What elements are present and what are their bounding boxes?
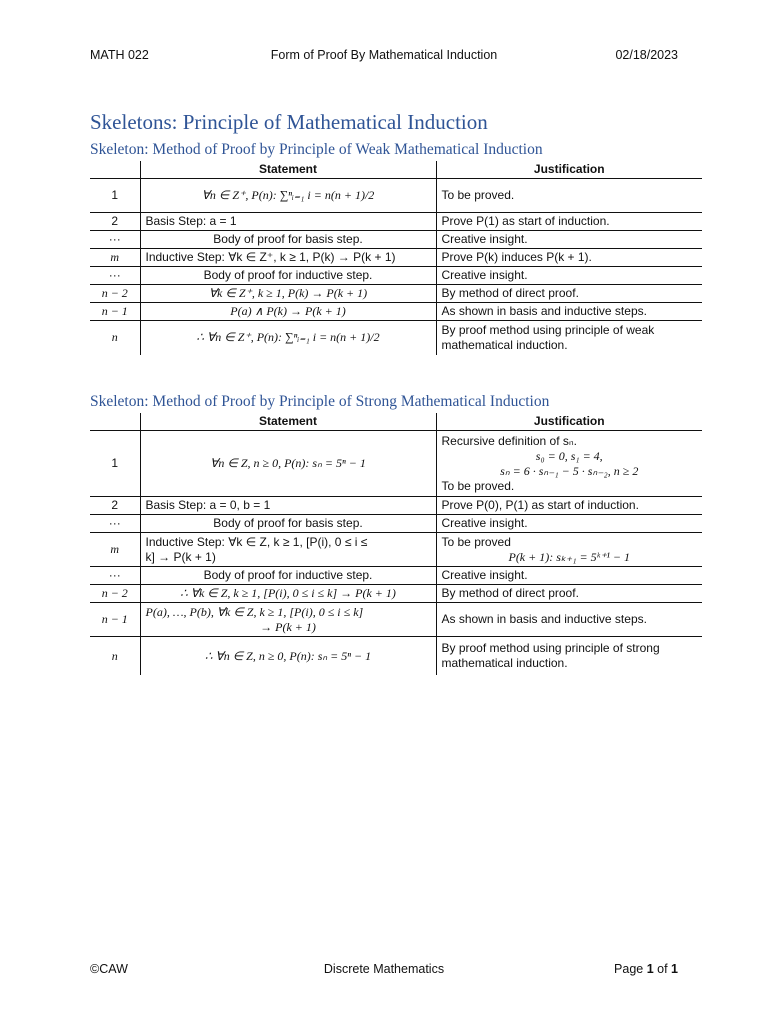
table-row — [90, 567, 702, 585]
step-number: 1 — [90, 179, 140, 213]
statement-cell: Inductive Step: ∀k ∈ Z⁺, k ≥ 1, P(k) → P(k + 1) — [140, 249, 436, 267]
page-total: 1 — [671, 962, 678, 976]
step-number: ··· — [90, 567, 140, 585]
step-number: n — [111, 648, 118, 663]
step-column-header — [90, 413, 140, 431]
justification-line: P(k + 1): sₖ₊₁ = 5ᵏ⁺¹ − 1 — [508, 549, 631, 564]
statement-cell: ∀k ∈ Z⁺, k ≥ 1, P(k) → P(k + 1) — [140, 285, 436, 303]
statement-column-header: Statement — [140, 413, 436, 431]
statement-cell: ∀n ∈ Z, n ≥ 0, P(n): sₙ = 5ⁿ − 1 — [140, 431, 436, 497]
statement-cell: Body of proof for inductive step. — [140, 267, 436, 285]
justification-cell: By proof method using principle of strong mathematical induction. — [436, 637, 702, 676]
step-column-header — [90, 161, 140, 179]
step-number: n — [111, 330, 118, 345]
justification-cell: Prove P(k) induces P(k + 1). — [436, 249, 702, 267]
justification-cell: As shown in basis and inductive steps. — [436, 303, 702, 321]
statement-line: P(a), …, P(b), ∀k ∈ Z, k ≥ 1, [P(i), 0 ≤ i ≤ k] — [145, 604, 364, 619]
table-row — [90, 431, 702, 497]
justification-cell: To be proved. — [436, 179, 702, 213]
page-number — [614, 962, 678, 976]
statement-cell: ∴ ∀n ∈ Z, n ≥ 0, P(n): sₙ = 5ⁿ − 1 — [140, 637, 436, 676]
statement-cell: ∀n ∈ Z⁺, P(n): ∑ⁿᵢ₌₁ i = n(n + 1)/2 — [140, 179, 436, 213]
statement-cell: ∴ ∀k ∈ Z, k ≥ 1, [P(i), 0 ≤ i ≤ k] → P(k + 1) — [140, 585, 436, 603]
page-prefix: Page — [614, 962, 647, 976]
copyright: ©CAW — [90, 962, 128, 976]
weak-induction-table — [90, 161, 702, 355]
document-date: 02/18/2023 — [615, 48, 678, 62]
justification-cell: Prove P(0), P(1) as start of induction. — [436, 497, 702, 515]
step-number: n − 2 — [90, 585, 140, 603]
table-row — [90, 637, 702, 676]
table-row — [90, 321, 702, 355]
justification-cell: As shown in basis and inductive steps. — [436, 603, 702, 637]
step-number: 1 — [90, 431, 140, 497]
table-row — [90, 249, 702, 267]
step-number: n − 1 — [90, 303, 140, 321]
table-header-row — [90, 161, 702, 179]
page-of: of — [653, 962, 672, 976]
justification-line: s₀ = 0, s₁ = 4, — [535, 448, 603, 463]
table-row — [90, 179, 702, 213]
footer-subject: Discrete Mathematics — [323, 962, 445, 976]
table-row — [90, 497, 702, 515]
statement-cell: Body of proof for basis step. — [140, 231, 436, 249]
course-code: MATH 022 — [90, 48, 149, 62]
table-row — [90, 303, 702, 321]
table-row — [90, 231, 702, 249]
justification-column-header: Justification — [436, 413, 702, 431]
table-row — [90, 533, 702, 567]
table-row — [90, 515, 702, 533]
statement-line: k] → P(k + 1) — [145, 549, 216, 564]
step-number: n − 1 — [90, 603, 140, 637]
justification-cell: Creative insight. — [436, 231, 702, 249]
table-row — [90, 267, 702, 285]
justification-line: To be proved — [441, 534, 511, 549]
step-number: n − 2 — [90, 285, 140, 303]
justification-cell: By method of direct proof. — [436, 585, 702, 603]
justification-cell: By method of direct proof. — [436, 285, 702, 303]
justification-cell: Creative insight. — [436, 267, 702, 285]
weak-induction-heading: Skeleton: Method of Proof by Principle of Weak Mathematical Induction — [90, 141, 543, 158]
justification-cell — [436, 431, 702, 497]
statement-cell: Body of proof for basis step. — [140, 515, 436, 533]
page-title: Skeletons: Principle of Mathematical Induction — [90, 110, 488, 134]
step-number: ··· — [90, 267, 140, 285]
justification-cell: By proof method using principle of weak mathematical induction. — [436, 321, 702, 355]
page-current: 1 — [646, 962, 654, 976]
statement-line: → P(k + 1) — [260, 619, 316, 634]
step-number: ··· — [90, 515, 140, 533]
statement-cell: Body of proof for inductive step. — [140, 567, 436, 585]
step-number: 2 — [90, 497, 140, 515]
justification-cell — [436, 533, 702, 567]
table-row — [90, 285, 702, 303]
justification-cell: Prove P(1) as start of induction. — [436, 213, 702, 231]
statement-cell — [140, 603, 436, 637]
table-row — [90, 585, 702, 603]
table-header-row — [90, 413, 702, 431]
table-row — [90, 603, 702, 637]
step-number: m — [90, 249, 140, 267]
statement-cell: ∴ ∀n ∈ Z⁺, P(n): ∑ⁿᵢ₌₁ i = n(n + 1)/2 — [140, 321, 436, 355]
statement-cell: P(a) ∧ P(k) → P(k + 1) — [140, 303, 436, 321]
step-number: m — [90, 533, 140, 567]
step-number: 2 — [90, 213, 140, 231]
strong-induction-heading: Skeleton: Method of Proof by Principle of Strong Mathematical Induction — [90, 393, 550, 410]
document-title: Form of Proof By Mathematical Induction — [270, 48, 498, 62]
justification-cell: Creative insight. — [436, 567, 702, 585]
statement-line: Inductive Step: ∀k ∈ Z, k ≥ 1, [P(i), 0 ≤ i ≤ — [145, 534, 368, 549]
statement-cell — [140, 533, 436, 567]
justification-line: sₙ = 6 · sₙ₋₁ − 5 · sₙ₋₂, n ≥ 2 — [500, 463, 639, 478]
justification-column-header: Justification — [436, 161, 702, 179]
justification-line: To be proved. — [441, 478, 515, 493]
justification-cell: Creative insight. — [436, 515, 702, 533]
justification-line: Recursive definition of sₙ. — [441, 433, 578, 448]
table-row — [90, 213, 702, 231]
step-number: ··· — [90, 231, 140, 249]
statement-cell: Basis Step: a = 0, b = 1 — [140, 497, 436, 515]
statement-cell: Basis Step: a = 1 — [140, 213, 436, 231]
strong-induction-table — [90, 413, 702, 675]
statement-column-header: Statement — [140, 161, 436, 179]
